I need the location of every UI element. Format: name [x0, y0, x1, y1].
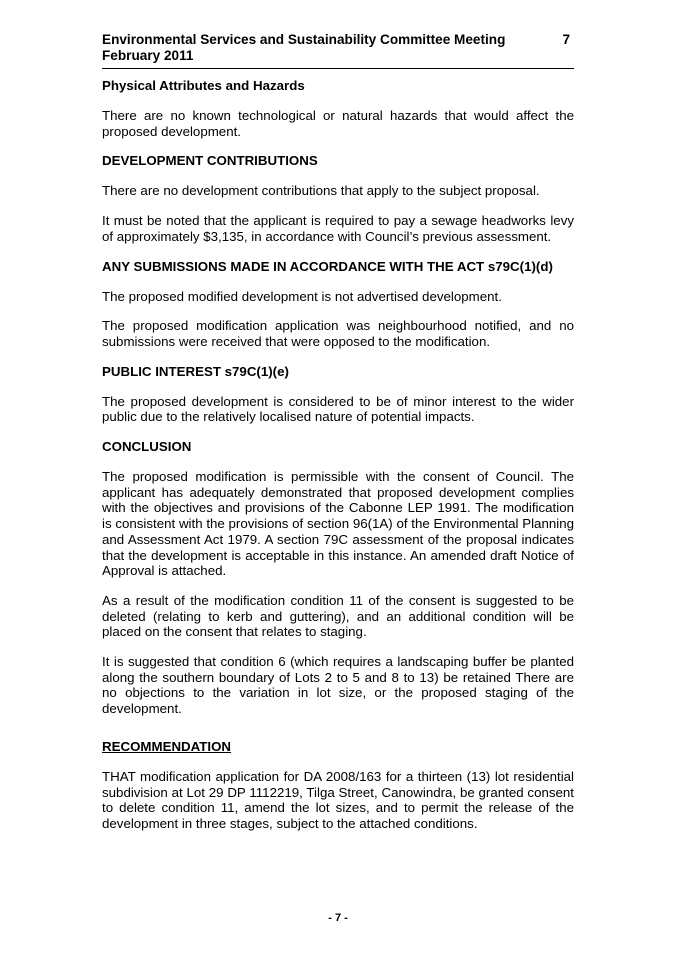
paragraph: THAT modification application for DA 2008/163 for a thirteen (13) lot residential subdivision at Lot 29 DP 1112219, Tilga Street, Canowindra, be granted consent to delete condition 11, amend the lot sizes, and to permit the release of the development in three stages, subject to the attached conditions.	[102, 768, 574, 831]
paragraph: The proposed modification is permissible with the consent of Council. The applicant has adequately demonstrated that proposed development complies with the objectives and provisions of the Cabonne LEP 1991. The modification is consistent with the provisions of section 96(1A) of the Environmental Planning and Assessment Act 1979. A section 79C assessment of the proposal indicates that the development is acceptable in this instance. An amended draft Notice of Approval is attached.	[102, 469, 574, 579]
page-footer: - 7 -	[328, 912, 348, 924]
section-heading: DEVELOPMENT CONTRIBUTIONS	[102, 153, 318, 169]
paragraph: The proposed modification application was neighbourhood notified, and no submissions were received that were opposed to the modification.	[102, 318, 574, 349]
header-divider	[102, 68, 574, 69]
section-heading: CONCLUSION	[102, 439, 192, 455]
paragraph: It must be noted that the applicant is required to pay a sewage headworks levy of approximately $3,135, in accordance with Council’s previous assessment.	[102, 213, 574, 244]
page-header	[102, 32, 574, 64]
paragraph: There are no development contributions that apply to the subject proposal.	[102, 183, 540, 199]
section-submissions	[102, 259, 574, 350]
section-heading: ANY SUBMISSIONS MADE IN ACCORDANCE WITH THE ACT s79C(1)(d)	[102, 258, 553, 274]
paragraph: The proposed development is considered to be of minor interest to the wider public due to the relatively localised nature of potential impacts.	[102, 393, 574, 425]
paragraph: The proposed modified development is not advertised development.	[102, 288, 502, 304]
paragraph: It is suggested that condition 6 (which requires a landscaping buffer be planted along the southern boundary of Lots 2 to 5 and 8 to 13) be retained There are no objections to the variation in lot size, or the proposed staging of the development.	[102, 654, 574, 717]
paragraph: There are no known technological or natural hazards that would affect the proposed development.	[102, 108, 574, 139]
section-heading: Physical Attributes and Hazards	[102, 78, 305, 93]
section-heading: RECOMMENDATION	[102, 738, 232, 754]
section-public-interest	[102, 364, 574, 425]
section-recommendation	[102, 739, 574, 832]
document-page	[102, 32, 574, 846]
header-page-number: 7	[562, 32, 570, 47]
paragraph: As a result of the modification condition 11 of the consent is suggested to be deleted (relating to kerb and guttering), and an additional condition will be placed on the consent that relates to staging.	[102, 592, 574, 640]
header-title-line1: Environmental Services and Sustainability Committee Meeting	[102, 32, 506, 47]
section-development-contributions	[102, 153, 574, 244]
section-conclusion	[102, 439, 574, 717]
section-physical-attributes	[102, 78, 574, 139]
section-heading: PUBLIC INTEREST s79C(1)(e)	[102, 363, 289, 379]
header-title-line2: February 2011	[102, 48, 194, 63]
